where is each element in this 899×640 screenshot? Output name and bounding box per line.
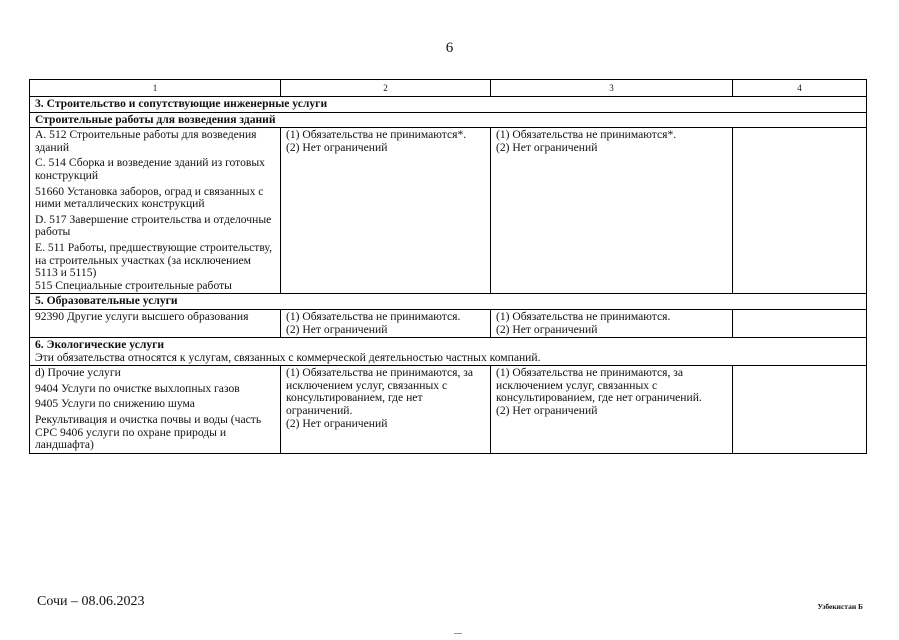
limitation-cell-col3: [491, 309, 733, 337]
additional-commitments-cell: [733, 128, 867, 294]
section-title-education: 5. Образовательные услуги: [30, 294, 867, 310]
column-header-2: 2: [281, 80, 491, 97]
limitation-item: (2) Нет ограничений: [286, 322, 388, 336]
sector-item: E. 511 Работы, предшествующие строительству, на строительных участках (за исключением 5113 и 5115): [35, 240, 272, 280]
table-row: [30, 309, 867, 337]
subsection-row: [30, 112, 867, 128]
limitation-item: (2) Нет ограничений: [286, 140, 388, 154]
limitation-cell-col3: [491, 366, 733, 454]
additional-commitments-cell: [733, 309, 867, 337]
section-row: [30, 97, 867, 113]
limitation-item: (2) Нет ограничений: [496, 404, 598, 418]
limitation-cell-col2: [281, 366, 491, 454]
section-row: [30, 294, 867, 310]
sector-cell: [30, 309, 281, 337]
sector-item: D. 517 Завершение строительства и отделочные работы: [35, 212, 272, 239]
column-header-3: 3: [491, 80, 733, 97]
sector-item: A. 512 Строительные работы для возведения зданий: [35, 128, 257, 154]
sector-item: C. 514 Сборка и возведение зданий из готовых конструкций: [35, 156, 265, 182]
limitation-cell-col2: [281, 309, 491, 337]
header-row: [30, 80, 867, 97]
limitation-item: (1) Обязательства не принимаются.: [286, 309, 461, 323]
limitation-item: (1) Обязательства не принимаются*.: [286, 128, 467, 142]
sector-item: 92390 Другие услуги высшего образования: [35, 309, 249, 323]
limitation-item: (1) Обязательства не принимаются, за исключением услуг, связанных с консультированием, где нет ограничений.: [496, 366, 702, 405]
footer-country-label: Узбекистан Б: [817, 602, 863, 611]
sector-item: 515 Специальные строительные работы: [35, 278, 232, 292]
limitation-cell-col3: [491, 128, 733, 294]
column-header-4: 4: [733, 80, 867, 97]
limitation-item: (2) Нет ограничений: [286, 416, 388, 430]
page-number: 6: [445, 40, 454, 56]
section-note-ecology: Эти обязательства относятся к услугам, связанных с коммерческой деятельностью частных компаний.: [35, 350, 541, 364]
section-ecology: [30, 338, 867, 366]
table-row: [30, 128, 867, 294]
limitation-cell-col2: [281, 128, 491, 294]
section-row: [30, 338, 867, 366]
sector-item: d) Прочие услуги: [35, 366, 121, 380]
sector-item: 51660 Установка заборов, оград и связанных с ними металлических конструкций: [35, 184, 264, 211]
subsection-title-building-works: Строительные работы для возведения зданий: [30, 112, 867, 128]
limitation-item: (1) Обязательства не принимаются, за исключением услуг, связанных с консультированием, где нет ограничений.: [286, 366, 474, 418]
column-header-1: 1: [30, 80, 281, 97]
section-title-ecology: 6. Экологические услуги: [35, 338, 165, 352]
limitation-item: (1) Обязательства не принимаются.: [496, 309, 671, 323]
additional-commitments-cell: [733, 366, 867, 454]
sector-cell: [30, 128, 281, 294]
limitation-item: (2) Нет ограничений: [496, 322, 598, 336]
commitments-table: [29, 79, 867, 454]
table-row: [30, 366, 867, 454]
sector-item: 9404 Услуги по очистке выхлопных газов: [35, 381, 240, 395]
page-edge-mark: [454, 633, 462, 636]
limitation-item: (1) Обязательства не принимаются*.: [496, 128, 677, 142]
section-title-construction: 3. Строительство и сопутствующие инженерные услуги: [30, 97, 867, 113]
sector-cell: [30, 366, 281, 454]
footer-place-date: Сочи – 08.06.2023: [37, 594, 145, 609]
sector-item: Рекультивация и очистка почвы и воды (часть СРС 9406 услуги по охране природы и ландшафта): [35, 413, 262, 452]
sector-item: 9405 Услуги по снижению шума: [35, 397, 195, 411]
limitation-item: (2) Нет ограничений: [496, 140, 598, 154]
